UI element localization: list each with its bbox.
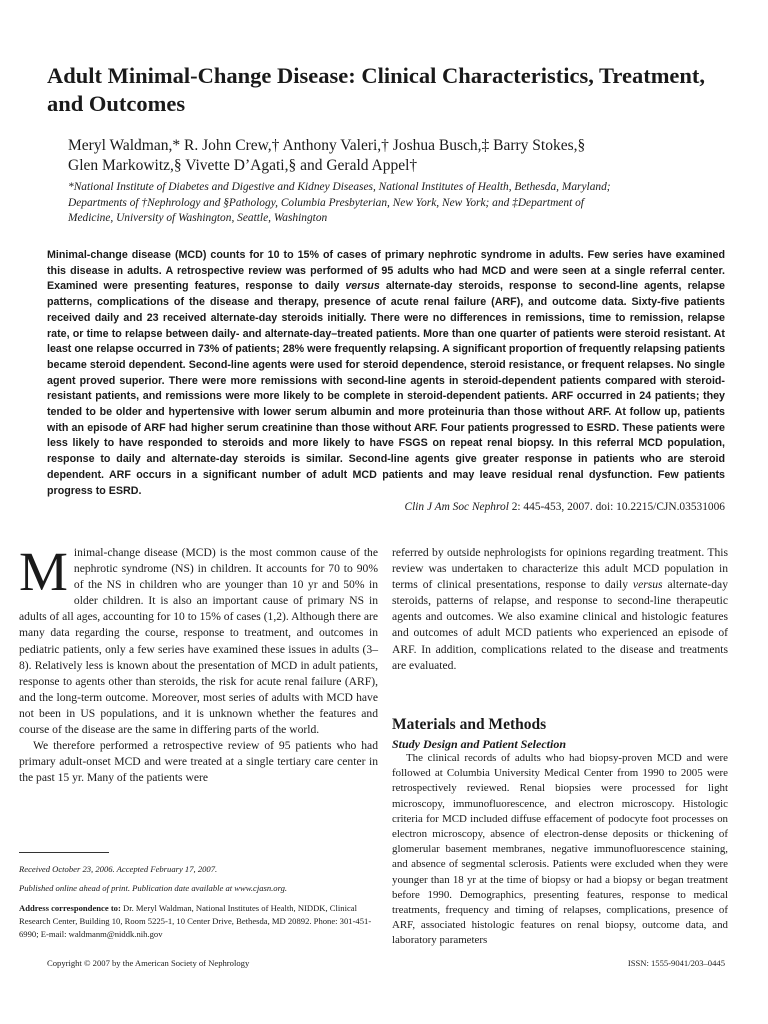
correspondence-text: Dr. Meryl Waldman, National Institutes of Health, NIDDK, Clinical Research Center, Building 10, Room 5225-1, 10 Center Drive, Bethesda, MD 20892. Phone: 301-451-6990; E-mail: waldmanm@niddk.nih.gov bbox=[19, 903, 372, 939]
abstract bbox=[47, 248, 725, 499]
footnote-published: Published online ahead of print. Publication date available at www.cjasn.org. bbox=[19, 883, 288, 893]
author-list bbox=[68, 136, 728, 175]
intro-paragraph-1-text: inimal-change disease (MCD) is the most common cause of the nephrotic syndrome (NS) in children. It accounts for 70 to 90% of the NS in children who are younger than 10 yr and 50% in older children. It is also an important cause of primary NS in adults of all ages, accounting for 10 to 15% of cases (1,2). Although there are many data regarding the course, response to treatment, and outcomes in pediatric patients, only a few series have examined these issues in adults (3–8). Relatively less is known about the presentation of MCD in adult patients, response to agents other than steroids, the risk for acute renal failure (ARF), and the long-term outcome. Moreover, most series of adults with MCD have not been in US populations, and it is unknown whether the features and course of the disease are the same in differing parts of the world. bbox=[19, 546, 378, 737]
methods-paragraph-1: The clinical records of adults who had biopsy-proven MCD and were followed at Columbia University Medical Center from 1990 to 2005 were retrospectively reviewed. Renal biopsies were processed for light microscopy, immunofluorescence, and electron microscopy. Histologic criteria for MCD included diffuse effacement of podocyte foot processes on electron microscopy, absence of electron-dense deposits or thickening of glomerular basement membranes, negative immunofluorescence staining, and absence of segmental sclerosis. Patients were excluded when they were younger than 18 yr at the time of biopsy or had a biopsy or began treatment before 1990. Demographics, presenting features, response to medical treatments, frequency and timing of relapses, complications, presence of ARF, associated histologic features on renal biopsy, outcome data, and laboratory parameters bbox=[392, 752, 728, 947]
footer-issn: ISSN: 1555-9041/203–0445 bbox=[627, 958, 725, 968]
footnote-divider bbox=[19, 852, 109, 853]
abstract-part-2: alternate-day steroids, response to second-line agents, relapse patterns, complications of the disease and therapy, presence of acute renal failure (ARF), and outcome data. Sixty-five patients received daily and 23 received alternate-day steroids initially. There were no differences in remissions, time to remission, relapse rate, or time to relapse between daily- and alternate-day–treated patients. More than one quarter of patients were steroid resistant. At least one relapse occurred in 73% of patients; 28% were frequently relapsing. A significant proportion of frequently relapsing patients became steroid dependent. Second-line agents were used for steroid dependence, steroid resistance, or frequent relapses. No single agent proved superior. There were more remissions with second-line agents in steroid-dependent patients compared with steroid-resistant patients, and remissions were more likely to be complete in steroid-dependent patients. ARF occurred in 24 patients; they tended to be older and hypertensive with lower serum albumin and more proteinuria than those without ARF. At follow up, patients with an episode of ARF had higher serum creatinine than those without ARF. Four patients progressed to ESRD. These patients were less likely to have responded to steroids and more likely to have FSGS on repeat renal biopsy. In this referral MCD population, response to daily and alternate-day steroids is similar. Second-line agents give greater response in patients who are steroid dependent. ARF occurs in a significant number of adult MCD patients and may leave residual renal dysfunction. Few patients progress to ESRD. bbox=[47, 280, 726, 497]
intro-paragraph-3 bbox=[392, 545, 728, 674]
intro-paragraph-3-part-1: referred by outside nephrologists for opinions regarding treatment. This review was undertaken to characterize this adult MCD population in terms of clinical presentations, response to daily bbox=[392, 546, 728, 592]
subsection-heading-study-design: Study Design and Patient Selection bbox=[392, 737, 567, 751]
abstract-part-1: Minimal-change disease (MCD) counts for 10 to 15% of cases of primary nephrotic syndrome in adults. Few series have examined this disease in adults. A retrospective review was performed of 95 adults who had MCD and were seen at a single referral center. Examined were presenting features, response to daily bbox=[47, 249, 725, 293]
citation-journal: Clin J Am Soc Nephrol bbox=[404, 501, 509, 513]
drop-cap: M bbox=[19, 541, 68, 602]
affiliation-line-3: Medicine, University of Washington, Seattle, Washington bbox=[68, 212, 328, 224]
citation-details: 2: 445-453, 2007. doi: 10.2215/CJN.03531006 bbox=[508, 501, 725, 513]
author-line-2: Glen Markowitz,§ Vivette D’Agati,§ and Gerald Appel† bbox=[68, 156, 418, 174]
footnote-correspondence bbox=[19, 902, 378, 941]
author-line-1: Meryl Waldman,* R. John Crew,† Anthony Valeri,† Joshua Busch,‡ Barry Stokes,§ bbox=[68, 137, 586, 154]
body-column-left bbox=[19, 541, 378, 786]
intro-paragraph-3-part-2: alternate-day steroids, patterns of relapse, and response to second-line therapeutic agents and outcomes. We also examine clinical and histologic features and outcomes of adult MCD patients who experienced an episode of ARF. In addition, complications related to the disease and treatments are evaluated. bbox=[392, 578, 728, 672]
footer-copyright: Copyright © 2007 by the American Society of Nephrology bbox=[47, 958, 250, 968]
intro-paragraph-1 bbox=[19, 541, 378, 738]
section-heading-methods: Materials and Methods bbox=[392, 716, 547, 733]
intro-paragraph-2: We therefore performed a retrospective review of 95 patients who had primary adult-onset MCD and were treated at a single tertiary care center in the past 15 yr. Many of the patients were bbox=[19, 739, 378, 785]
abstract-versus: versus bbox=[345, 280, 380, 293]
affiliations bbox=[68, 180, 728, 227]
body-column-right bbox=[392, 545, 728, 674]
intro-paragraph-3-versus: versus bbox=[632, 578, 663, 592]
article-title: Adult Minimal-Change Disease: Clinical Characteristics, Treatment, and Outcomes bbox=[47, 63, 706, 116]
correspondence-label: Address correspondence to: bbox=[19, 903, 121, 913]
affiliation-line-2: Departments of †Nephrology and §Pathology, Columbia Presbyterian, New York, New York; and ‡Department of bbox=[68, 196, 584, 209]
citation bbox=[404, 500, 725, 515]
footnote-received: Received October 23, 2006. Accepted February 17, 2007. bbox=[19, 864, 218, 874]
affiliation-line-1: *National Institute of Diabetes and Digestive and Kidney Diseases, National Institutes of Health, Bethesda, Maryland; bbox=[68, 181, 611, 193]
